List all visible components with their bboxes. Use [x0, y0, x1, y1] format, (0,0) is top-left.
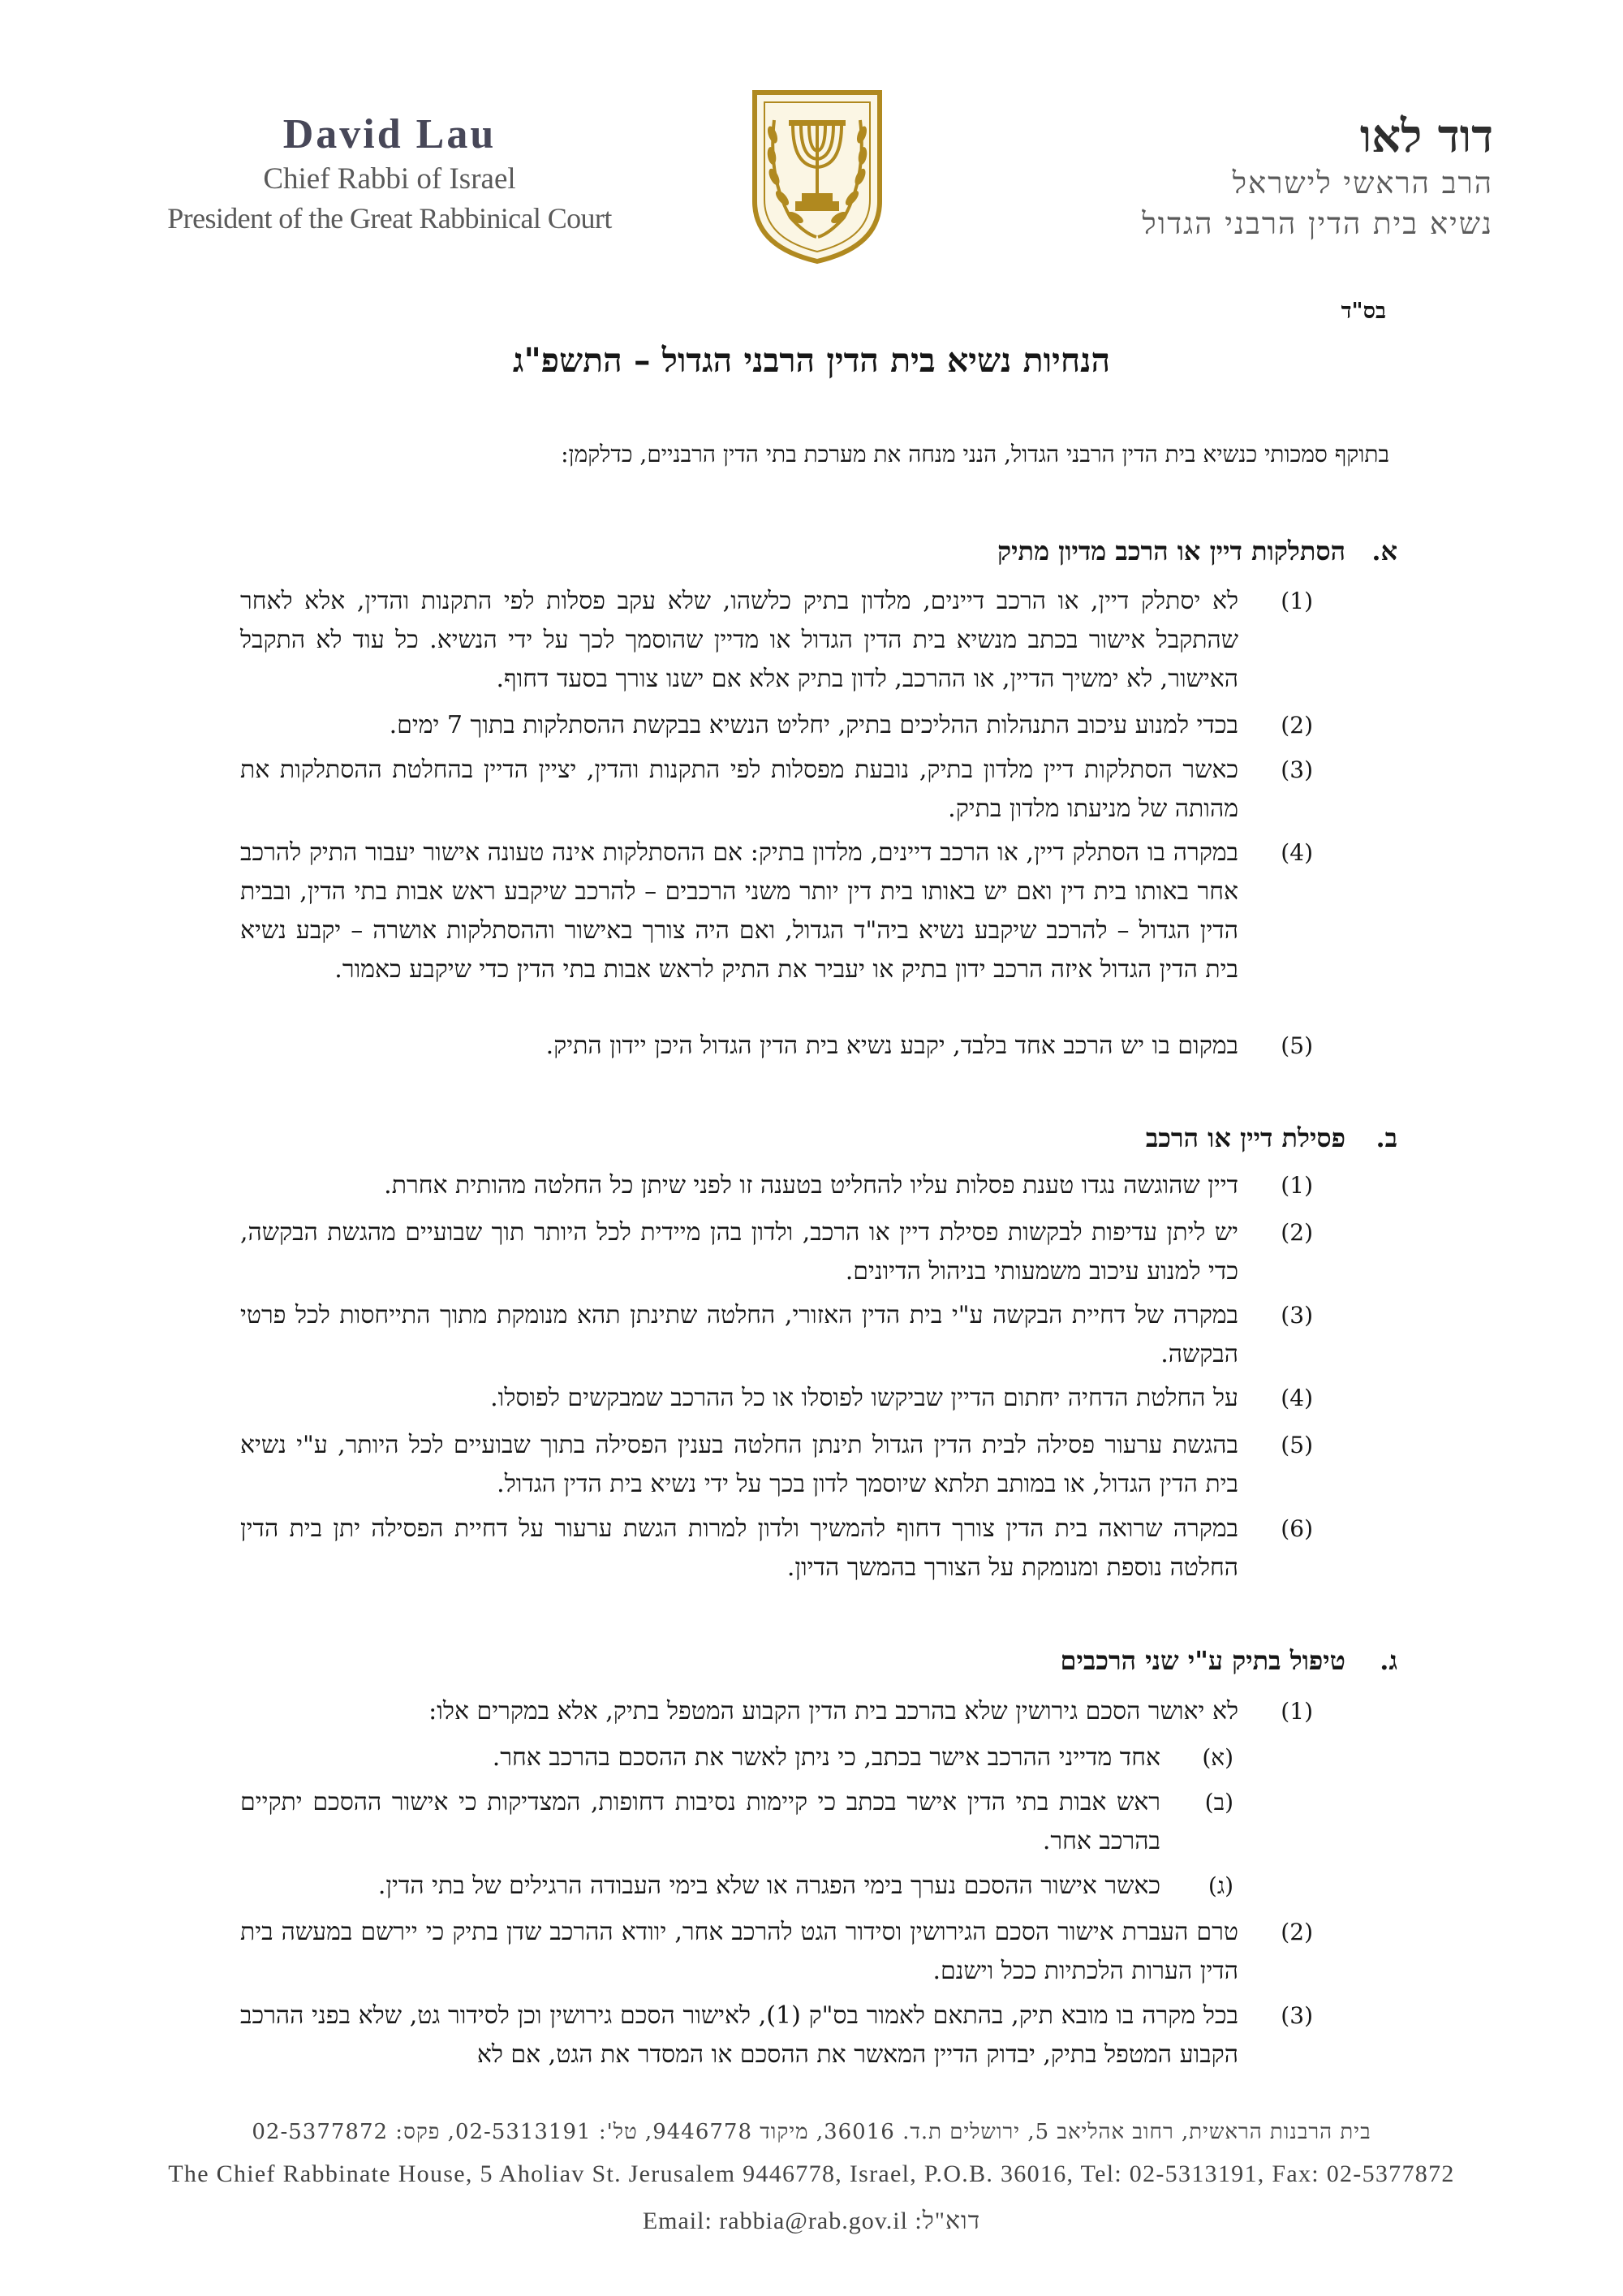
item-text: כאשר הסתלקות דיין מלדון בתיק, נובעת מפסלות לפי התקנות והדין, יציין הדיין בהחלטת ההסתלקות את מהותה של מניעתו מלדון בתיק.: [240, 756, 1238, 823]
subitem-text: ראש אבות בתי הדין אישר בכתב כי קיימות נסיבות דחופות, המצדיקות כי אישור ההסכם יתקיים בהרכב אחר.: [240, 1788, 1160, 1855]
item-number: (1): [1281, 1172, 1313, 1199]
bsd-marker: בס"ד: [1341, 299, 1386, 324]
item-number: (4): [1281, 1385, 1313, 1411]
item-text: דיין שהוגשה נגדו טענת פסלות עליו להחליט בטענה זו לפני שיתן כל החלטה מהותית אחרת.: [384, 1171, 1238, 1200]
section-letter: ג.: [1380, 1645, 1397, 1676]
item-text: במקרה של דחיית הבקשה ע"י בית הדין האזורי, החלטה שתינתן תהא מנומקת מתוך התייחסות לכל פרטי הבקשה.: [240, 1301, 1238, 1368]
subitem-number: (א): [1202, 1744, 1233, 1771]
item-number: (5): [1281, 1432, 1313, 1458]
item-text: בהגשת ערעור פסילה לבית הדין הגדול תינתן החלטה בענין הפסילה בתוך שבועיים לכל היותר, ע"י נשיא בית הדין הגדול, או במותב תלתא שיוסמך לדון בכך על ידי נשיא בית הדין הגדול.: [240, 1431, 1238, 1498]
footer-address-hebrew: בית הרבנות הראשית, רחוב אהליאב 5, ירושלים ת.ד. 36016, מיקוד 9446778, טל': 02-5313191, פקס: 02-5377872: [252, 2120, 1371, 2144]
item-text: במקרה בו הסתלק דיין, או הרכב דיינים, מלדון בתיק: אם ההסתלקות אינה טעונה אישור יעבור התיק להרכב אחר באותו בית דין ואם יש באותו בית דין יותר משני הרכבים – להרכב שיקבע ראש אבות בתי הדין, ובבית הדין הגדול – להרכב שיקבע נשיא ביה"ד הגדול, ואם היה צורך באישור וההסתלקות אושרה – יקבע נשיא בית הדין הגדול איזה הרכב ידון בתיק או יעביר את התיק לראש אבות בתי הדין כדי שיקבע כאמור.: [240, 838, 1238, 984]
section-letter: ב.: [1375, 1122, 1397, 1153]
item-number: (1): [1281, 1698, 1313, 1725]
item-number: (3): [1281, 756, 1313, 783]
subitem-number: (ג): [1208, 1872, 1233, 1899]
english-title-president: President of the Great Rabbinical Court: [167, 202, 612, 235]
item-number: (1): [1281, 588, 1313, 614]
item-text: במקום בו יש הרכב אחד בלבד, יקבע נשיא בית הדין הגדול היכן יידון התיק.: [545, 1032, 1238, 1060]
footer-address-english: The Chief Rabbinate House, 5 Aholiav St. Jerusalem 9446778, Israel, P.O.B. 36016, Tel: 02-5313191, Fax: 02-5377872: [168, 2160, 1455, 2187]
item-number: (2): [1281, 1219, 1313, 1246]
subitem-text: אחד מדייני ההרכב אישר בכתב, כי ניתן לאשר את ההסכם בהרכב אחר.: [492, 1743, 1160, 1772]
item-text: לא יאושר הסכם גירושין שלא בהרכב בית הדין הקבוע המטפל בתיק, אלא במקרים אלו:: [428, 1697, 1238, 1725]
english-letterhead: [122, 110, 657, 238]
section-letter: א.: [1371, 536, 1397, 566]
document-title: הנחיות נשיא בית הדין הרבני הגדול – התשפ"ג: [512, 341, 1111, 380]
item-number: (3): [1281, 2002, 1313, 2029]
hebrew-name: דוד לאו: [1359, 110, 1493, 163]
subitem-text: כאשר אישור ההסכם נערך בימי הפגרה או שלא בימי העבודה הרגילים של בתי הדין.: [377, 1872, 1160, 1900]
hebrew-title-president: נשיא בית הדין הרבני הגדול: [1142, 206, 1493, 241]
item-text: על החלטת הדחיה יחתום הדיין שביקשו לפוסלו או כל ההרכב שמבקשים לפוסלו.: [490, 1384, 1238, 1412]
item-number: (2): [1281, 712, 1313, 739]
intro-paragraph: בתוקף סמכותי כנשיא בית הדין הרבני הגדול, הנני מנחה את מערכת בתי הדין הרבניים, כדלקמן:: [561, 441, 1389, 467]
item-text: יש ליתן עדיפות לבקשות פסילת דיין או הרכב, ולדון בהן מיידית לכל היותר תוך שבועיים מהגשת הבקשה, כדי למנוע עיכוב משמעותי בניהול הדיונים.: [240, 1218, 1238, 1286]
item-number: (5): [1281, 1032, 1313, 1059]
subitem-number: (ב): [1204, 1789, 1233, 1816]
item-number: (3): [1281, 1302, 1313, 1329]
menorah-emblem-icon: [748, 88, 886, 265]
item-number: (4): [1281, 839, 1313, 866]
item-text: בכדי למנוע עיכוב התנהלות ההליכים בתיק, יחליט הנשיא בבקשת ההסתלקות בתוך 7 ימים.: [389, 711, 1238, 739]
hebrew-title-chief-rabbi: הרב הראשי לישראל: [1232, 166, 1493, 200]
hebrew-letterhead: [1014, 110, 1493, 244]
section-title: פסילת דיין או הרכב: [1145, 1122, 1345, 1153]
english-name: David Lau: [282, 111, 497, 157]
item-text: לא יסתלק דיין, או הרכב דיינים, מלדון בתיק כלשהו, שלא עקב פסלות לפי התקנות והדין, אלא לאחר שהתקבל אישור בכתב מנשיא בית הדין הגדול או מדיין שהוסמך לכך על ידי הנשיא. כל עוד לא התקבל האישור, לא ימשיך הדיין, או ההרכב, לדון בתיק אלא אם ישנו צורך בסעד דחוף.: [240, 587, 1238, 693]
item-text: טרם העברת אישור הסכם הגירושין וסידור הגט להרכב אחר, יוודא ההרכב שדן בתיק כי יירשם במעשה בית הדין הערות הלכתיות ככל וישנם.: [240, 1918, 1238, 1985]
item-number: (6): [1281, 1515, 1313, 1542]
item-number: (2): [1281, 1919, 1313, 1945]
item-text: בכל מקרה בו מובא תיק, בהתאם לאמור בס"ק (1), לאישור הסכם גירושין וכן לסידור גט, שלא בפני ההרכב הקבוע המטפל בתיק, יבדוק הדיין המאשר את ההסכם או המסדר את הגט, אם לא: [240, 2001, 1238, 2069]
english-title-chief-rabbi: Chief Rabbi of Israel: [263, 162, 516, 196]
footer-email: Email: rabbia@rab.gov.il :דוא"ל: [642, 2208, 981, 2234]
section-title: טיפול בתיק ע"י שני הרכבים: [1060, 1645, 1345, 1676]
item-text: במקרה שרואה בית הדין צורך דחוף להמשיך ולדון למרות הגשת ערעור על דחיית הפסילה יתן בית הדין החלטה נוספת ומנומקת על הצורך בהמשך הדיון.: [240, 1514, 1238, 1582]
section-title: הסתלקות דיין או הרכב מדיון מתיק: [997, 536, 1345, 566]
